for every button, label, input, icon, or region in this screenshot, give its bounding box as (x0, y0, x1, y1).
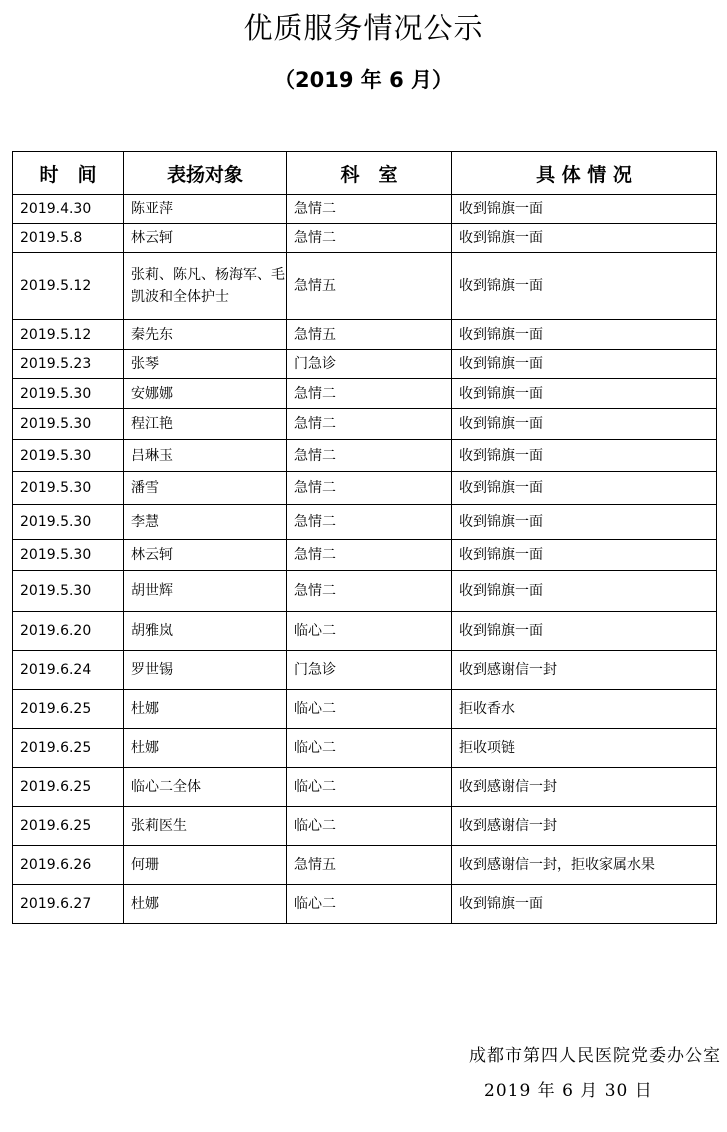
cell-name: 林云轲 (124, 540, 287, 571)
table-row (13, 651, 717, 690)
cell-dept: 急情二 (287, 505, 452, 540)
cell-dept: 急情二 (287, 224, 452, 253)
cell-date: 2019.6.27 (13, 885, 124, 924)
cell-name: 张琴 (124, 350, 287, 379)
page-subtitle: （2019 年 6 月） (274, 68, 453, 92)
header-name: 表扬对象 (124, 152, 287, 195)
table-header-row (13, 152, 717, 195)
table-row (13, 320, 717, 350)
cell-dept: 急情二 (287, 379, 452, 409)
cell-detail: 收到锦旗一面 (452, 472, 717, 505)
cell-dept: 临心二 (287, 729, 452, 768)
cell-name: 程江艳 (124, 409, 287, 440)
cell-name: 胡世辉 (124, 571, 287, 612)
cell-date: 2019.5.30 (13, 440, 124, 472)
cell-dept: 临心二 (287, 807, 452, 846)
cell-detail: 收到锦旗一面 (452, 409, 717, 440)
cell-name: 临心二全体 (124, 768, 287, 807)
cell-date: 2019.5.12 (13, 253, 124, 320)
table-row (13, 612, 717, 651)
header-time: 时 间 (13, 152, 124, 195)
table-row (13, 409, 717, 440)
cell-detail: 收到锦旗一面 (452, 440, 717, 472)
cell-date: 2019.5.23 (13, 350, 124, 379)
page-title: 优质服务情况公示 (243, 11, 484, 45)
cell-date: 2019.6.25 (13, 768, 124, 807)
cell-date: 2019.5.30 (13, 379, 124, 409)
header-detail: 具 体 情 况 (452, 152, 717, 195)
cell-dept: 急情五 (287, 846, 452, 885)
cell-detail: 拒收项链 (452, 729, 717, 768)
cell-dept: 临心二 (287, 612, 452, 651)
table-row (13, 472, 717, 505)
table-row (13, 540, 717, 571)
cell-name: 陈亚萍 (124, 195, 287, 224)
cell-detail: 收到锦旗一面 (452, 253, 717, 320)
cell-dept: 门急诊 (287, 651, 452, 690)
cell-detail: 收到感谢信一封 (452, 768, 717, 807)
cell-dept: 临心二 (287, 690, 452, 729)
cell-date: 2019.6.20 (13, 612, 124, 651)
table-row (13, 768, 717, 807)
table-row (13, 350, 717, 379)
cell-detail: 拒收香水 (452, 690, 717, 729)
cell-date: 2019.6.24 (13, 651, 124, 690)
cell-name: 潘雪 (124, 472, 287, 505)
issuing-office: 成都市第四人民医院党委办公室 (469, 1046, 721, 1066)
cell-dept: 急情五 (287, 253, 452, 320)
cell-date: 2019.6.25 (13, 729, 124, 768)
cell-name: 吕琳玉 (124, 440, 287, 472)
cell-date: 2019.6.25 (13, 807, 124, 846)
table-row (13, 807, 717, 846)
cell-detail: 收到锦旗一面 (452, 540, 717, 571)
cell-detail: 收到锦旗一面 (452, 350, 717, 379)
cell-date: 2019.6.26 (13, 846, 124, 885)
cell-dept: 临心二 (287, 768, 452, 807)
cell-dept: 急情二 (287, 195, 452, 224)
cell-date: 2019.5.30 (13, 571, 124, 612)
cell-name: 安娜娜 (124, 379, 287, 409)
cell-dept: 急情五 (287, 320, 452, 350)
cell-dept: 急情二 (287, 409, 452, 440)
cell-name: 何珊 (124, 846, 287, 885)
table-row (13, 195, 717, 224)
table-row (13, 690, 717, 729)
cell-date: 2019.6.25 (13, 690, 124, 729)
cell-detail: 收到感谢信一封 (452, 651, 717, 690)
cell-name: 杜娜 (124, 690, 287, 729)
issue-date: 2019 年 6 月 30 日 (484, 1081, 653, 1101)
cell-detail: 收到感谢信一封 (452, 807, 717, 846)
cell-date: 2019.5.8 (13, 224, 124, 253)
cell-name: 罗世锡 (124, 651, 287, 690)
cell-dept: 急情二 (287, 440, 452, 472)
cell-date: 2019.5.30 (13, 540, 124, 571)
table-row (13, 729, 717, 768)
cell-name: 胡雅岚 (124, 612, 287, 651)
table-row (13, 379, 717, 409)
cell-date: 2019.5.30 (13, 505, 124, 540)
table-row (13, 846, 717, 885)
cell-name: 张莉医生 (124, 807, 287, 846)
cell-name: 杜娜 (124, 729, 287, 768)
commendation-table (12, 151, 717, 924)
header-dept: 科 室 (287, 152, 452, 195)
cell-date: 2019.4.30 (13, 195, 124, 224)
table-row (13, 253, 717, 320)
cell-detail: 收到锦旗一面 (452, 379, 717, 409)
table-row (13, 885, 717, 924)
cell-detail: 收到锦旗一面 (452, 195, 717, 224)
cell-date: 2019.5.30 (13, 409, 124, 440)
cell-dept: 急情二 (287, 472, 452, 505)
cell-dept: 急情二 (287, 571, 452, 612)
cell-name: 林云轲 (124, 224, 287, 253)
cell-dept: 急情二 (287, 540, 452, 571)
cell-detail: 收到锦旗一面 (452, 571, 717, 612)
table-row (13, 440, 717, 472)
cell-dept: 临心二 (287, 885, 452, 924)
cell-date: 2019.5.30 (13, 472, 124, 505)
table-row (13, 505, 717, 540)
cell-detail: 收到感谢信一封，拒收家属水果 (452, 846, 717, 885)
cell-name: 秦先东 (124, 320, 287, 350)
cell-name: 张莉、陈凡、杨海军、毛凯波和全体护士 (124, 253, 287, 320)
cell-date: 2019.5.12 (13, 320, 124, 350)
cell-dept: 门急诊 (287, 350, 452, 379)
cell-detail: 收到锦旗一面 (452, 885, 717, 924)
cell-detail: 收到锦旗一面 (452, 224, 717, 253)
table-row (13, 571, 717, 612)
cell-name: 杜娜 (124, 885, 287, 924)
table-row (13, 224, 717, 253)
cell-detail: 收到锦旗一面 (452, 505, 717, 540)
cell-name: 李慧 (124, 505, 287, 540)
cell-detail: 收到锦旗一面 (452, 612, 717, 651)
cell-detail: 收到锦旗一面 (452, 320, 717, 350)
